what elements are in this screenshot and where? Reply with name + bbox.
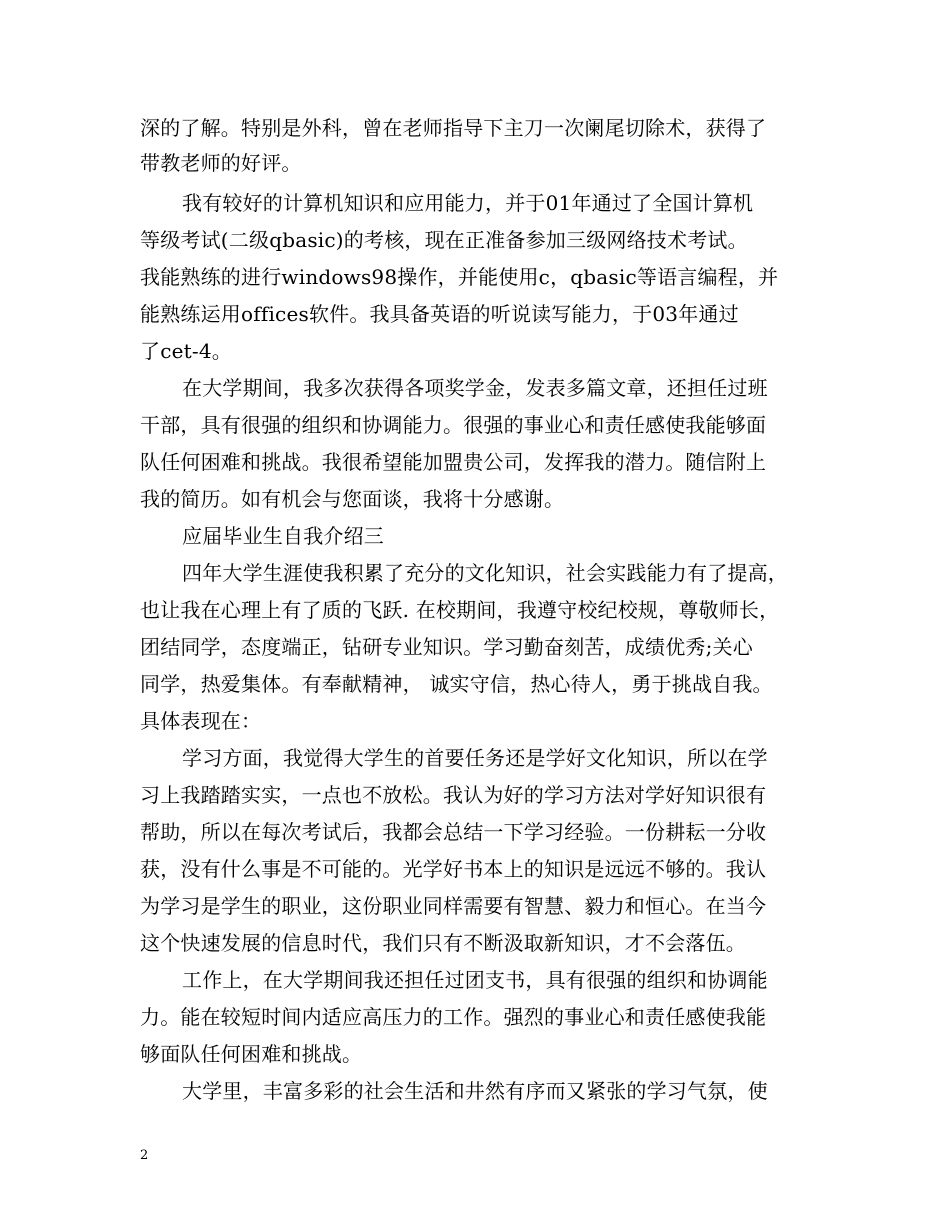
text-line: 深的了解。特别是外科，曾在老师指导下主刀一次阑尾切除术，获得了 <box>140 116 767 140</box>
text-line: 学习方面，我觉得大学生的首要任务还是学好文化知识，所以在学 <box>182 746 768 770</box>
text-line: 我有较好的计算机知识和应用能力，并于01年通过了全国计算机 <box>182 191 754 215</box>
text-line: 等级考试(二级qbasic)的考核，现在正准备参加三级网络技术考试。 <box>140 228 748 252</box>
text-line: 获，没有什么事是不可能的。光学好书本上的知识是远远不够的。我认 <box>140 857 767 881</box>
text-line: 四年大学生涯使我积累了充分的文化知识，社会实践能力有了提高， <box>182 561 788 585</box>
text-line: 具体表现在： <box>140 709 262 733</box>
text-line: 队任何困难和挑战。我很希望能加盟贵公司，发挥我的潜力。随信附上 <box>140 450 767 474</box>
text-line: 在大学期间，我多次获得各项奖学金，发表多篇文章，还担任过班 <box>182 376 768 400</box>
page-number: 2 <box>140 1148 149 1163</box>
text-line: 够面队任何困难和挑战。 <box>140 1042 363 1066</box>
text-line: 能熟练运用offices软件。我具备英语的听说读写能力，于03年通过 <box>140 302 739 326</box>
text-line: 我能熟练的进行windows98操作，并能使用c，qbasic等语言编程，并 <box>140 265 779 289</box>
text-line: 大学里，丰富多彩的社会生活和井然有序而又紧张的学习气氛，使 <box>182 1079 768 1103</box>
text-line: 带教老师的好评。 <box>140 151 302 175</box>
text-line: 习上我踏踏实实，一点也不放松。我认为好的学习方法对学好知识很有 <box>140 783 767 807</box>
text-line: 我的简历。如有机会与您面谈，我将十分感谢。 <box>140 487 565 511</box>
section-heading: 应届毕业生自我介绍三 <box>182 524 384 548</box>
text-line: 也让我在心理上有了质的飞跃. 在校期间，我遵守校纪校规，尊敬师长， <box>140 598 780 622</box>
text-line: 了cet-4。 <box>140 339 232 363</box>
text-line: 干部，具有很强的组织和协调能力。很强的事业心和责任感使我能够面 <box>140 413 767 437</box>
text-line: 同学，热爱集体。有奉献精神， 诚实守信，热心待人，勇于挑战自我。 <box>140 672 773 696</box>
text-line: 团结同学，态度端正，钻研专业知识。学习勤奋刻苦，成绩优秀;关心 <box>140 635 753 659</box>
text-line: 帮助，所以在每次考试后，我都会总结一下学习经验。一份耕耘一分收 <box>140 820 767 844</box>
text-line: 力。能在较短时间内适应高压力的工作。强烈的事业心和责任感使我能 <box>140 1005 767 1029</box>
text-line: 为学习是学生的职业，这份职业同样需要有智慧、毅力和恒心。在当今 <box>140 894 767 918</box>
text-line: 这个快速发展的信息时代，我们只有不断汲取新知识，才不会落伍。 <box>140 931 746 955</box>
text-line: 工作上，在大学期间我还担任过团支书，具有很强的组织和协调能 <box>182 968 768 992</box>
